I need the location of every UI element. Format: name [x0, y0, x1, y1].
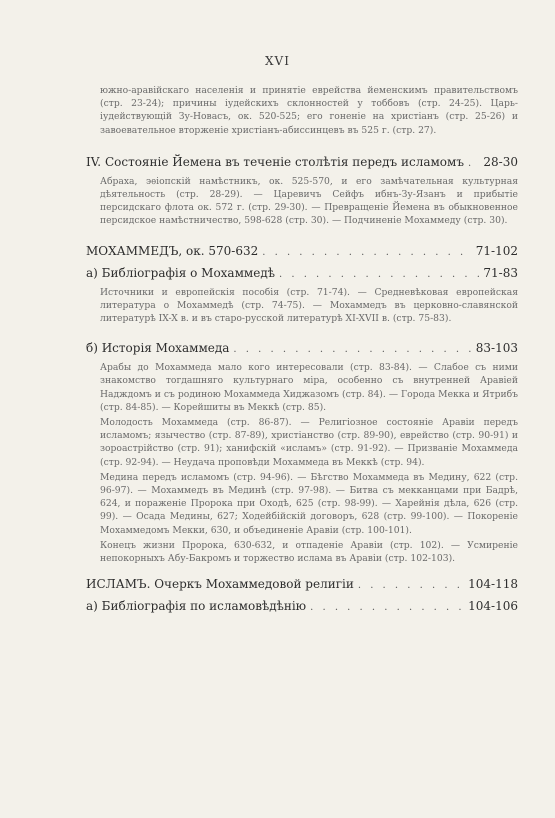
section-paragraph: Арабы до Мохаммеда мало кого интересовали (стр. 83-84). — Слабое съ ними знакомство тогдашняго культурнаго міра, особенно съ внутренней Аравіей Надждомъ и съ родиною Мохаммеда Хиджазомъ (стр. 84). — Города Мекка и Ятрибъ (стр. 84-85). — Корейшиты въ Меккѣ (стр. 85).	[100, 362, 518, 413]
toc-entry-pages: 104-106	[468, 599, 518, 614]
section-iv-text	[100, 175, 518, 228]
toc-entry-pages: 28-30	[483, 154, 518, 169]
section-paragraph: Источники и европейскія пособія (стр. 71-74). — Средневѣковая европейская литература о Мохаммедѣ (стр. 74-75). — Мохаммедъ въ церковно-славянской литературѣ IX-X в. и въ старо-русской литературѣ XI-XVII в. (стр. 75-83).	[100, 286, 518, 325]
leader-dots	[358, 580, 464, 591]
intro-block	[100, 84, 518, 137]
section-paragraph: Молодость Мохаммеда (стр. 86-87). — Религіозное состояніе Аравіи передъ исламомъ; язычество (стр. 87-89), христіанство (стр. 89-90), еврейство (стр. 90-91) и зороастрійство (стр. 91); ханифскій «исламъ» (стр. 91-92). — Призваніе Мохаммеда (стр. 92-94). — Неудача проповѣди Мохаммеда въ Меккѣ (стр. 94).	[100, 417, 518, 468]
toc-entry-mohammed	[86, 244, 518, 258]
section-paragraph: Абраха, эѳіопскій намѣстникъ, ок. 525-570, и его замѣчательная культурная дѣятельность (стр. 28-29). — Царевичъ Сейфъ ибнъ-Зу-Язанъ и прибытіе персидскаго флота ок. 572 г. (стр. 29-30). — Превращеніе Йемена въ обыкновенное персидское намѣстничество, 598-628 (стр. 30). — Подчиненіе Мохаммеду (стр. 30).	[100, 175, 518, 227]
toc-entry-islam-bibliography	[86, 599, 518, 613]
toc-entry-label: б) Исторія Мохаммеда	[86, 341, 230, 356]
toc-entry-pages: 104-118	[468, 577, 518, 592]
toc-entry-history	[86, 341, 518, 355]
leader-dots	[279, 269, 479, 280]
toc-content	[86, 82, 518, 613]
toc-entry-label: а) Библіографія о Мохаммедѣ	[86, 265, 275, 280]
toc-entry-islam	[86, 577, 518, 591]
section-paragraph: Медина передъ исламомъ (стр. 94-96). — Бѣгство Мохаммеда въ Медину, 622 (стр. 96-97). — Мохаммедъ въ Мединѣ (стр. 97-98). — Битва съ мекканцами при Бадрѣ, 624, и пораженіе Пророка при Оходѣ, 625 (стр. 98-99). — Харейнія дѣла, 626 (стр. 99). — Осада Медины, 627; Ходейбійскій договоръ, 628 (стр. 99-100). — Покореніе Мохаммедомъ Мекки, 630, и объединеніе Аравіи (стр. 100-101).	[100, 471, 518, 536]
section-history-text	[100, 361, 518, 565]
page-number: XVI	[265, 54, 290, 68]
leader-dots	[310, 602, 464, 613]
leader-dots	[262, 247, 472, 258]
intro-paragraph: южно-аравійскаго населенія и принятіе еврейства йеменскимъ правительствомъ (стр. 23-24); причины іудейскихъ склонностей у тоббовъ (стр. 24-25). Царь-іудействующій Зу-Новасъ, ок. 520-525; его гоненіе на христіанъ (стр. 25-26) и завоевательное вторженіе христіанъ-абиссинцевъ въ 525 г. (стр. 27).	[100, 85, 518, 136]
leader-dots	[468, 158, 479, 169]
toc-entry-pages: 71-83	[483, 265, 518, 280]
toc-entry-pages: 71-102	[475, 243, 518, 258]
toc-entry-bibliography	[86, 266, 518, 280]
toc-entry-iv	[86, 155, 518, 169]
toc-entry-label: ИСЛАМЪ. Очеркъ Мохаммедовой религіи	[86, 577, 354, 592]
toc-entry-pages: 83-103	[475, 341, 518, 356]
toc-entry-label: IV. Состояніе Йемена въ теченіе столѣтія передъ исламомъ	[86, 154, 464, 169]
section-paragraph: Конецъ жизни Пророка, 630-632, и отпаденіе Аравіи (стр. 102). — Усмиреніе непокорныхъ Абу-Бакромъ и торжество ислама въ Аравіи (стр. 102-103).	[100, 539, 518, 565]
leader-dots	[233, 344, 471, 355]
toc-entry-label: МОХАММЕДЪ, ок. 570-632	[86, 243, 259, 258]
toc-entry-label: а) Библіографія по исламовѣдѣнію	[86, 599, 307, 614]
section-bibliography-text	[100, 286, 518, 326]
